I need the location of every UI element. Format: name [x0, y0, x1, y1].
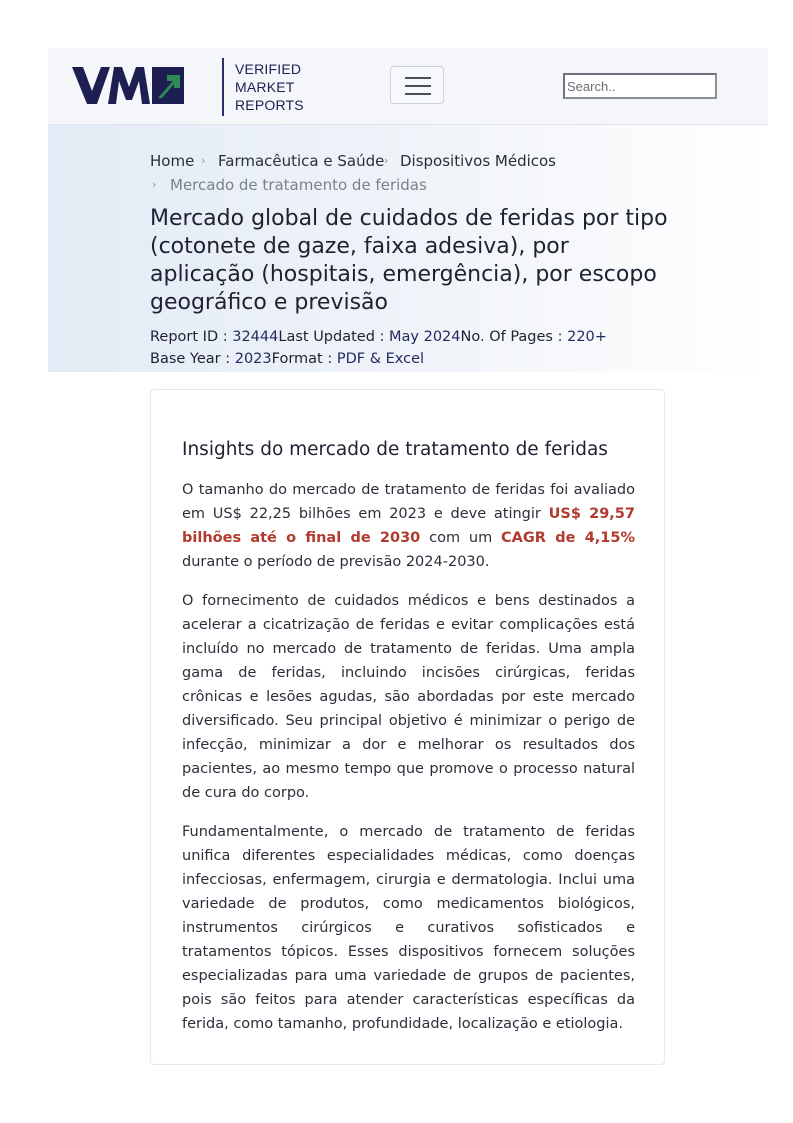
search-input[interactable] — [563, 73, 717, 99]
base-year-value: 2023 — [234, 351, 272, 367]
site-header — [48, 48, 768, 125]
chevron-right-icon: › — [201, 154, 206, 167]
pages-label: No. Of Pages : — [460, 329, 568, 345]
chevron-right-icon: › — [152, 178, 157, 191]
report-id-value: 32444 — [232, 329, 279, 345]
p1-text-c: durante o período de previsão 2024-2030. — [182, 554, 490, 570]
cagr-highlight: CAGR de 4,15% — [501, 530, 635, 546]
hamburger-icon — [405, 77, 431, 79]
breadcrumb-current: Mercado de tratamento de feridas — [170, 176, 427, 194]
report-meta-row-2 — [150, 349, 424, 369]
breadcrumb-home[interactable]: Home — [150, 152, 195, 170]
hamburger-icon-bar — [405, 85, 431, 87]
format-label: Format : — [271, 351, 337, 367]
report-meta-row-1 — [150, 327, 607, 347]
insights-card — [150, 389, 665, 1065]
market-size-highlight: US$ 29,57 bilhões até o final de 2030 — [182, 506, 635, 546]
pages-value: 220+ — [567, 329, 607, 345]
chevron-right-icon: › — [384, 154, 389, 167]
hamburger-icon-bar — [405, 93, 431, 95]
menu-toggle-button[interactable] — [390, 66, 444, 104]
format-value: PDF & Excel — [336, 351, 425, 367]
vmr-logo-mark-icon — [72, 67, 184, 105]
base-year-label: Base Year : — [150, 351, 235, 367]
insights-heading: Insights do mercado de tratamento de feridas — [182, 439, 608, 460]
p1-text-b: com um — [420, 530, 502, 546]
insights-paragraph-3: Fundamentalmente, o mercado de tratamento de feridas unifica diferentes especialidades médicas, como doenças infecciosas, enfermagem, cirurgia e dermatologia. Inclui uma variedade de produtos, como medicamentos biológicos, instrumentos cirúrgicos e curativos sofisticados e tratamentos tópicos. Esses dispositivos fornecem soluções especializadas para uma variedade de grupos de pacientes, pois são feitos para atender características específicas da ferida, como tamanho, profundidade, localização e etiologia. — [182, 824, 635, 1032]
report-id-label: Report ID : — [150, 329, 233, 345]
logo-wordmark — [235, 60, 315, 114]
last-updated-value: May 2024 — [389, 329, 461, 345]
breadcrumb-pharma[interactable]: Farmacêutica e Saúde — [218, 152, 385, 170]
p1-text-a: O tamanho do mercado de tratamento de feridas foi avaliado em US$ 22,25 bilhões em 2023 e deve atingir — [182, 482, 635, 522]
breadcrumb-devices[interactable]: Dispositivos Médicos — [400, 152, 556, 170]
logo-line-reports: REPORTS — [235, 97, 304, 113]
last-updated-label: Last Updated : — [278, 329, 390, 345]
logo-divider — [222, 58, 224, 116]
insights-paragraph-1 — [182, 478, 635, 574]
logo-line-verified: VERIFIED — [235, 61, 302, 77]
page-title: Mercado global de cuidados de feridas por tipo (cotonete de gaze, faixa adesiva), por aplicação (hospitais, emergência), por escopo geográfico e previsão — [150, 206, 668, 315]
logo-line-market: MARKET — [235, 79, 295, 95]
insights-paragraph-2: O fornecimento de cuidados médicos e bens destinados a acelerar a cicatrização de feridas e evitar complicações está incluído no mercado de tratamento de feridas. Uma ampla gama de feridas, incluindo incisões cirúrgicas, feridas crônicas e lesões agudas, são abordadas por este mercado diversificado. Seu principal objetivo é minimizar o perigo de infecção, minimizar a dor e melhorar os resultados dos pacientes, ao mesmo tempo que promove o processo natural de cura do corpo. — [182, 593, 635, 801]
